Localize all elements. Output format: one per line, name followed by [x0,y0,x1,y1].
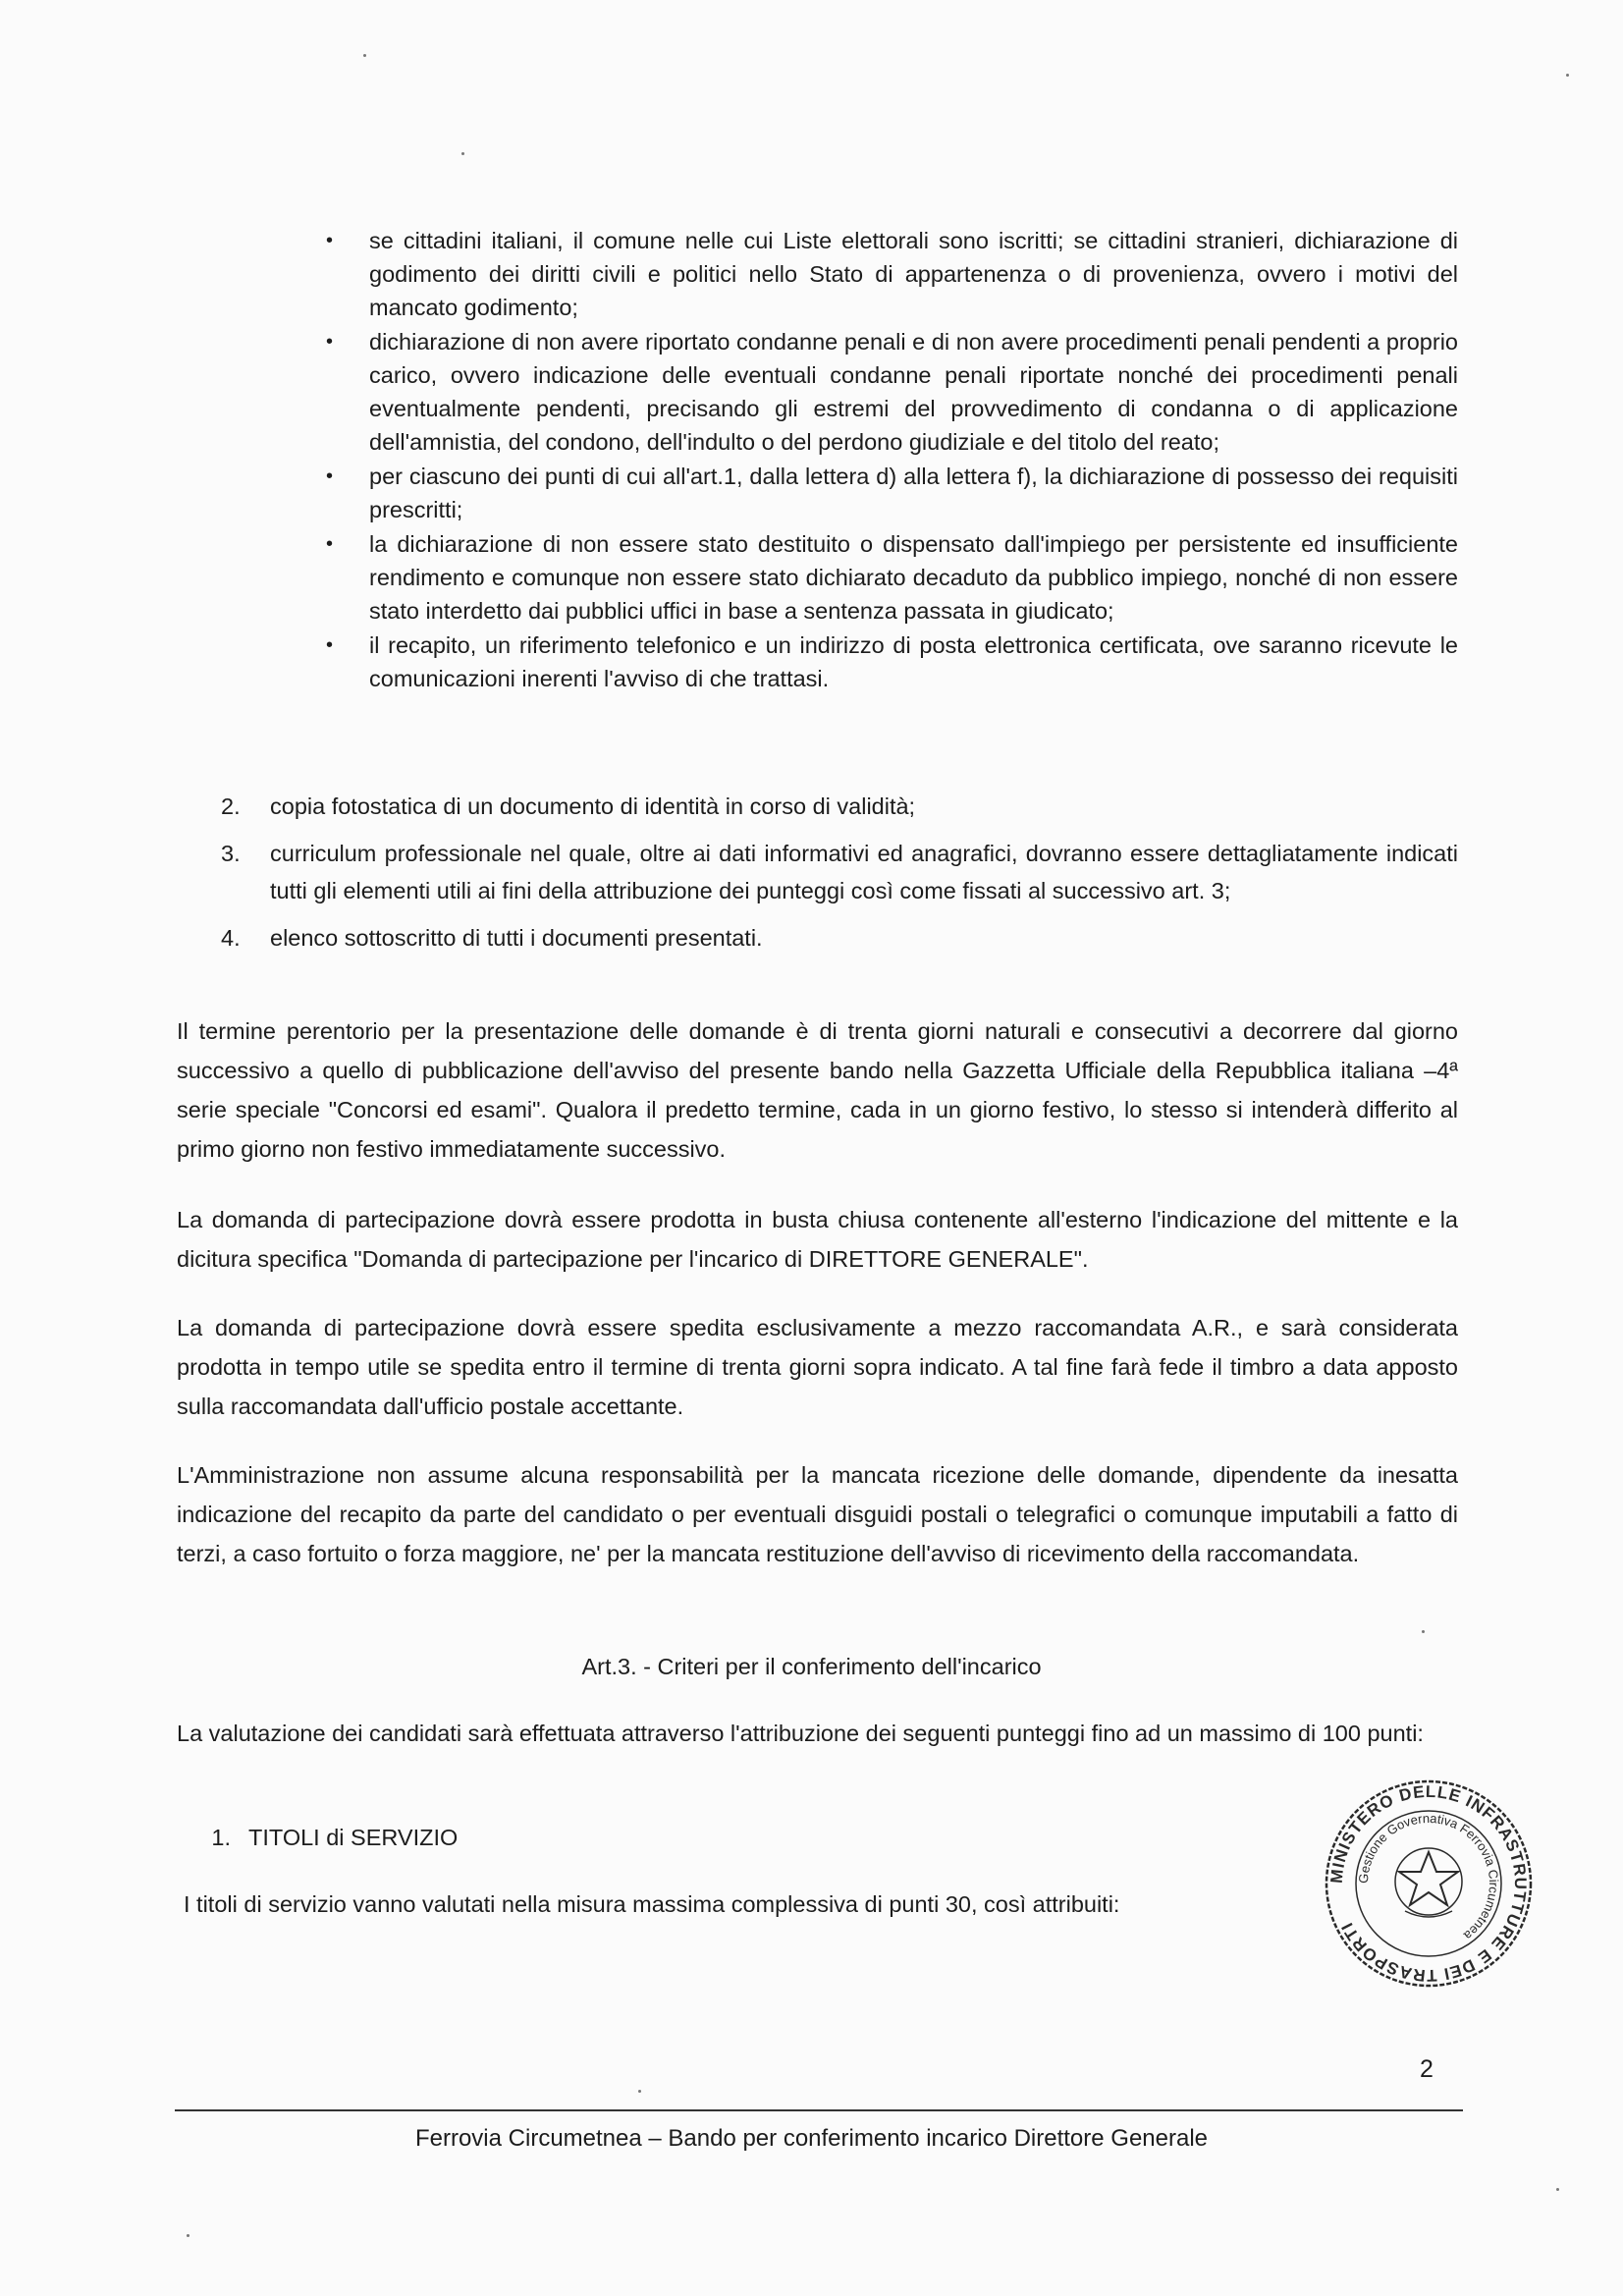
section-title-text: TITOLI di SERVIZIO [248,1825,459,1850]
liability-paragraph: L'Amministrazione non assume alcuna responsabilità per la mancata ricezione delle domande, dipendente da inesatta indicazione del recapito da parte del candidato o per eventuali disguidi postali o telegrafici o comunque imputabili a fatto di terzi, a caso fortuito o forza maggiore, ne' per la mancata restituzione dell'avviso di ricevimento della raccomandata. [177,1462,1458,1566]
scan-speck [638,2090,641,2093]
scan-speck [1422,1630,1425,1633]
list-item [177,919,1458,957]
delivery-paragraph: La domanda di partecipazione dovrà essere spedita esclusivamente a mezzo raccomandata A.R., e sarà considerata prodotta in tempo utile se spedita entro il termine di trenta giorni sopra indicato. A tal fine farà fede il timbro a data apposto sulla raccomandata dall'ufficio postale accettante. [177,1315,1458,1419]
list-item [314,325,1458,459]
item-text: curriculum professionale nel quale, oltre ai dati informativi ed anagrafici, dovranno essere dettagliatamente indicati tutti gli elementi utili ai fini della attribuzione dei punteggi così come fissati al successivo art. 3; [270,841,1458,903]
deadline-paragraph: Il termine perentorio per la presentazione delle domande è di trenta giorni naturali e consecutivi a decorrere dal giorno successivo a quello di pubblicazione dell'avviso del presente bando nella Gazzetta Ufficiale della Repubblica italiana –4ª serie speciale "Concorsi ed esami". Qualora il predetto termine, cada in un giorno festivo, lo stesso si intenderà differito al primo giorno non festivo immediatamente successivo. [177,1018,1458,1162]
list-item [314,224,1458,324]
scan-speck [1556,2188,1559,2191]
article-heading: Art.3. - Criteri per il conferimento dell'incarico [581,1654,1042,1679]
section-number: 1. [211,1825,231,1850]
page-number: 2 [1420,2055,1434,2083]
evaluation-paragraph: La valutazione dei candidati sarà effettuata attraverso l'attribuzione dei seguenti punteggi fino ad un massimo di 100 punti: [177,1721,1424,1746]
requirements-bullet-list [314,224,1458,696]
bullet-icon: • [326,634,334,656]
section-title [177,1818,458,1857]
item-text: copia fotostatica di un documento di identità in corso di validità; [270,793,916,819]
envelope-paragraph: La domanda di partecipazione dovrà essere prodotta in busta chiusa contenente all'esterno l'indicazione del mittente e la dicitura specifica "Domanda di partecipazione per l'incarico di DIRETTORE GENERALE". [177,1207,1458,1272]
bullet-text: se cittadini italiani, il comune nelle cui Liste elettorali sono iscritti; se cittadini stranieri, dichiarazione di godimento dei diritti civili e politici nello Stato di appartenenza o di provenienza, ovvero i motivi del mancato godimento; [369,228,1458,320]
scan-speck [187,2234,189,2237]
bullet-icon: • [326,533,334,555]
list-item [177,788,1458,825]
list-item [177,835,1458,909]
list-item [314,460,1458,526]
attachments-numbered-list [177,788,1458,966]
scan-speck [1566,74,1569,77]
footer-divider [175,2109,1463,2111]
service-titles-paragraph: I titoli di servizio vanno valutati nella misura massima complessiva di punti 30, così attribuiti: [184,1891,1120,1917]
emblem-icon [1395,1848,1462,1917]
scan-speck [461,152,464,155]
bullet-text: per ciascuno dei punti di cui all'art.1, dalla lettera d) alla lettera f), la dichiarazione di possesso dei requisiti prescritti; [369,464,1458,522]
bullet-text: la dichiarazione di non essere stato destituito o dispensato dall'impiego per persistente ed insufficiente rendimento e comunque non essere stato dichiarato decaduto da pubblico impiego, nonché di non essere stato interdetto dai pubblici uffici in base a sentenza passata in giudicato; [369,531,1458,624]
scan-speck [363,54,366,57]
item-number: 2. [221,793,241,819]
bullet-icon: • [326,465,334,487]
ministry-stamp [1321,1776,1537,1992]
item-text: elenco sottoscritto di tutti i documenti presentati. [270,925,763,951]
bullet-icon: • [326,331,334,353]
bullet-text: dichiarazione di non avere riportato condanne penali e di non avere procedimenti penali pendenti a proprio carico, ovvero indicazione delle eventuali condanne penali riportate nonché dei procedimenti penali eventualmente pendenti, precisando gli estremi del provvedimento di condanna o di applicazione dell'amnistia, del condono, dell'indulto o del perdono giudiziale e del titolo del reato; [369,329,1458,455]
list-item [314,629,1458,695]
item-number: 4. [221,925,241,951]
list-item [314,527,1458,628]
stamp-outer-text: MINISTERO DELLE INFRASTRUTTURE E DEI TRASPORTI [1326,1781,1531,1986]
bullet-icon: • [326,230,334,251]
item-number: 3. [221,841,241,866]
bullet-text: il recapito, un riferimento telefonico e un indirizzo di posta elettronica certificata, ove saranno ricevute le comunicazioni inerenti l'avviso di che trattasi. [369,632,1458,691]
stamp-inner-text: Gestione Governativa Ferrovia Circumetnea [1355,1810,1502,1943]
page-footer: Ferrovia Circumetnea – Bando per conferimento incarico Direttore Generale [414,2125,1209,2152]
